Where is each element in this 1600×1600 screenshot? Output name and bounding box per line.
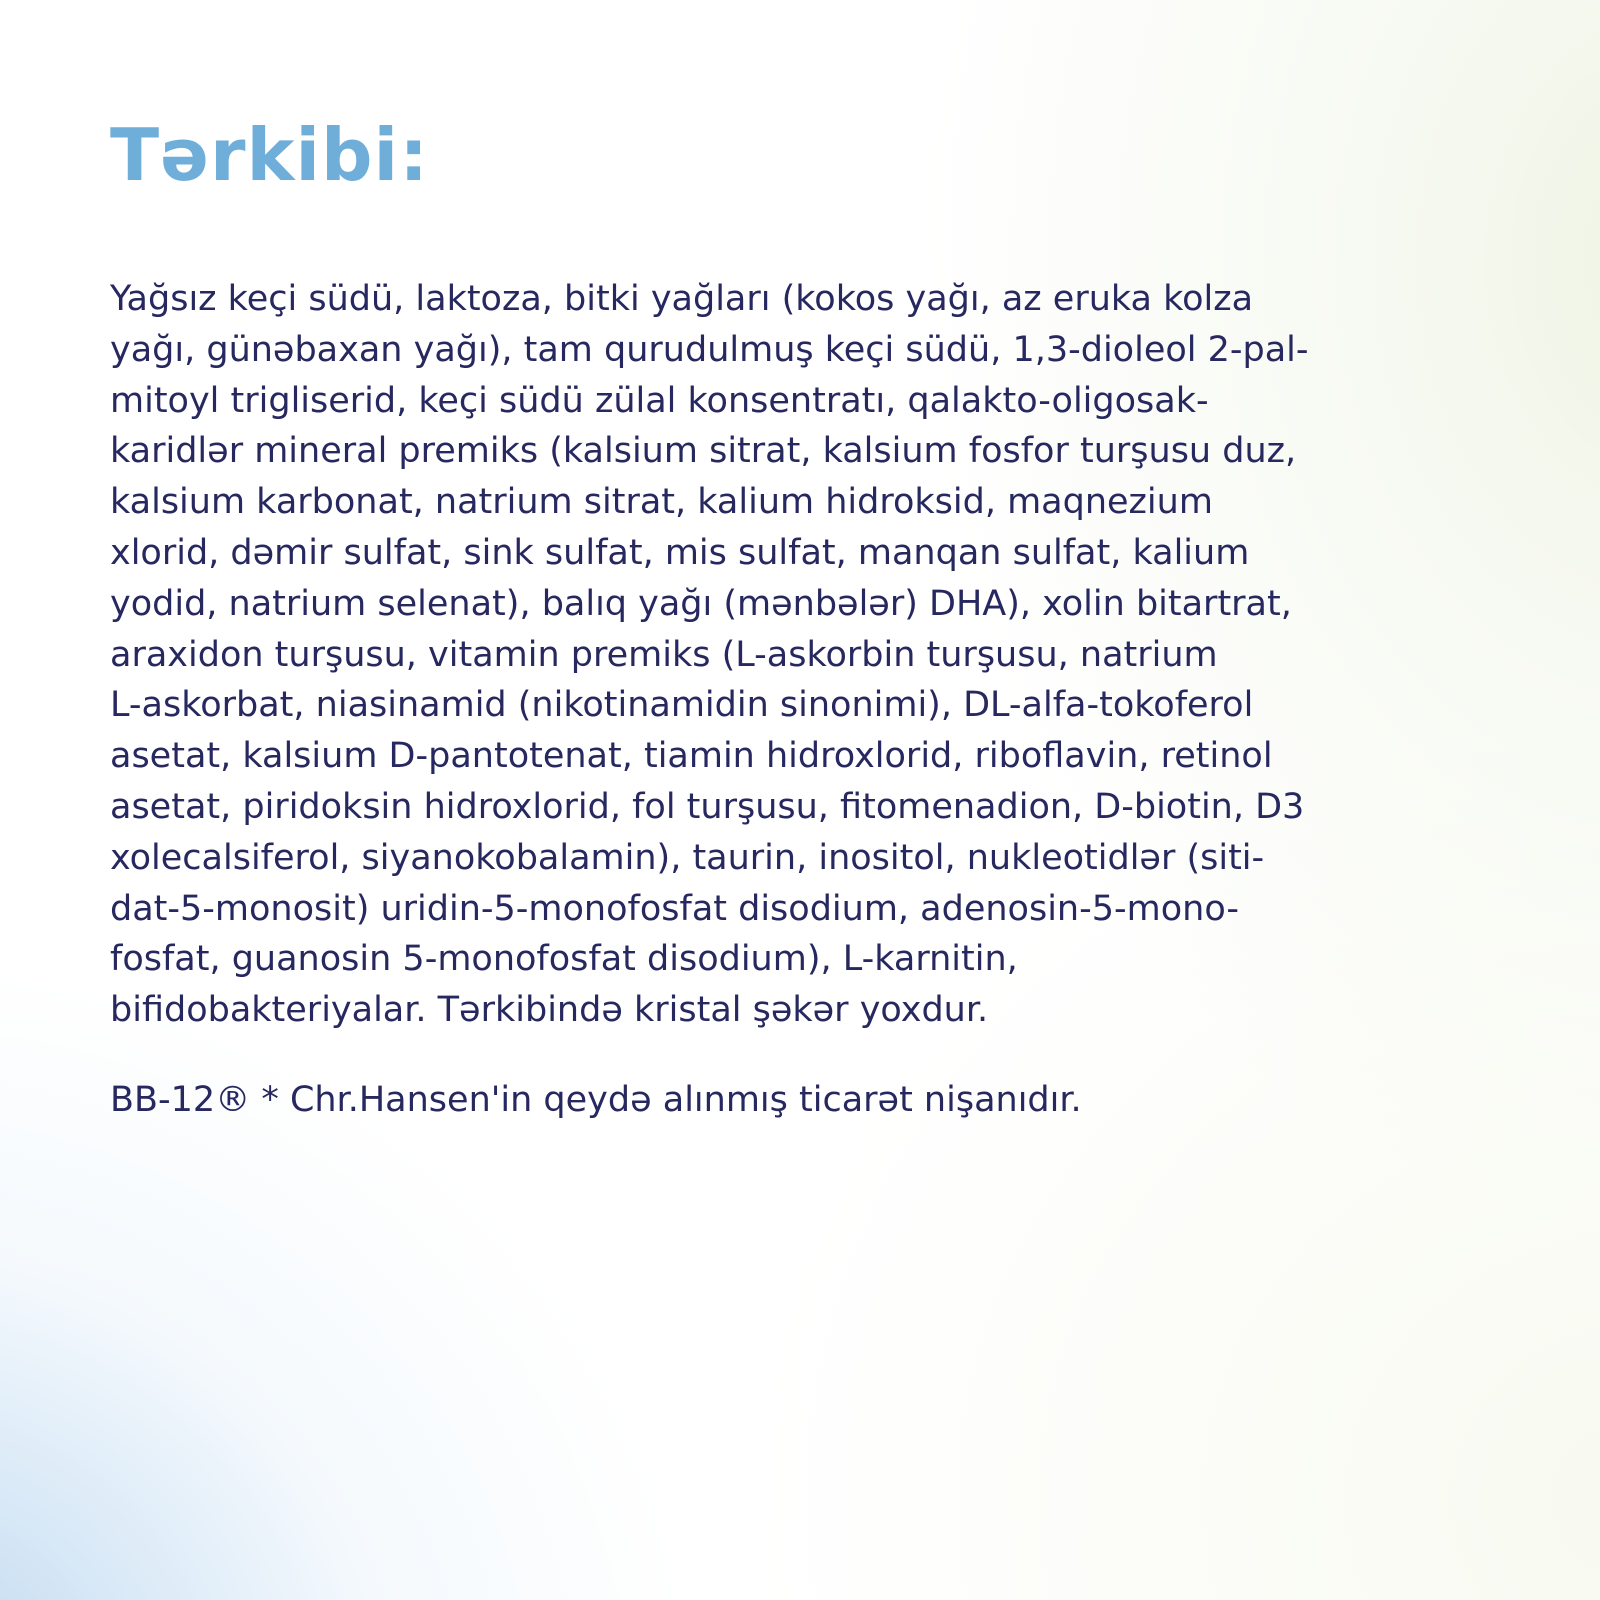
trademark-footnote: BB-12® * Chr.Hansen'in qeydə alınmış ticarət nişanıdır.	[110, 1080, 1082, 1120]
ingredients-list: Yağsız keçi südü, laktoza, bitki yağları (kokos yağı, az eruka kolza yağı, günəbaxan yağı), tam qurudulmuş keçi südü, 1,3-dioleol 2-pal- mitoyl trigliserid, keçi südü zülal konsentratı, qalakto-oligosak- karidlər mineral premiks (kalsium sitrat, kalsium fosfor turşusu duz, kalsium karbonat, natrium sitrat, kalium hidroksid, maqnezium xlorid, dəmir sulfat, sink sulfat, mis sulfat, manqan sulfat, kalium yodid, natrium selenat), balıq yağı (mənbələr) DHA), xolin bitartrat, araxidon turşusu, vitamin premiks (L-askorbin turşusu, natrium L-askorbat, niasinamid (nikotinamidin sinonimi), DL-alfa-tokoferol asetat, kalsium D-pantotenat, tiamin hidroxlorid, riboflavin, retinol asetat, piridoksin hidroxlorid, fol turşusu, fitomenadion, D-biotin, D3 xolecalsiferol, siyanokobalamin), taurin, inositol, nukleotidlər (siti- dat-5-monosit) uridin-5-monofosfat disodium, adenosin-5-mono- fosfat, guanosin 5-monofosfat disodium), L-karnitin, bifidobakteriyalar. Tərkibində kristal şəkər yoxdur.	[110, 279, 1309, 1031]
page-title: Tərkibi:	[110, 113, 430, 197]
composition-section	[110, 110, 1510, 1120]
